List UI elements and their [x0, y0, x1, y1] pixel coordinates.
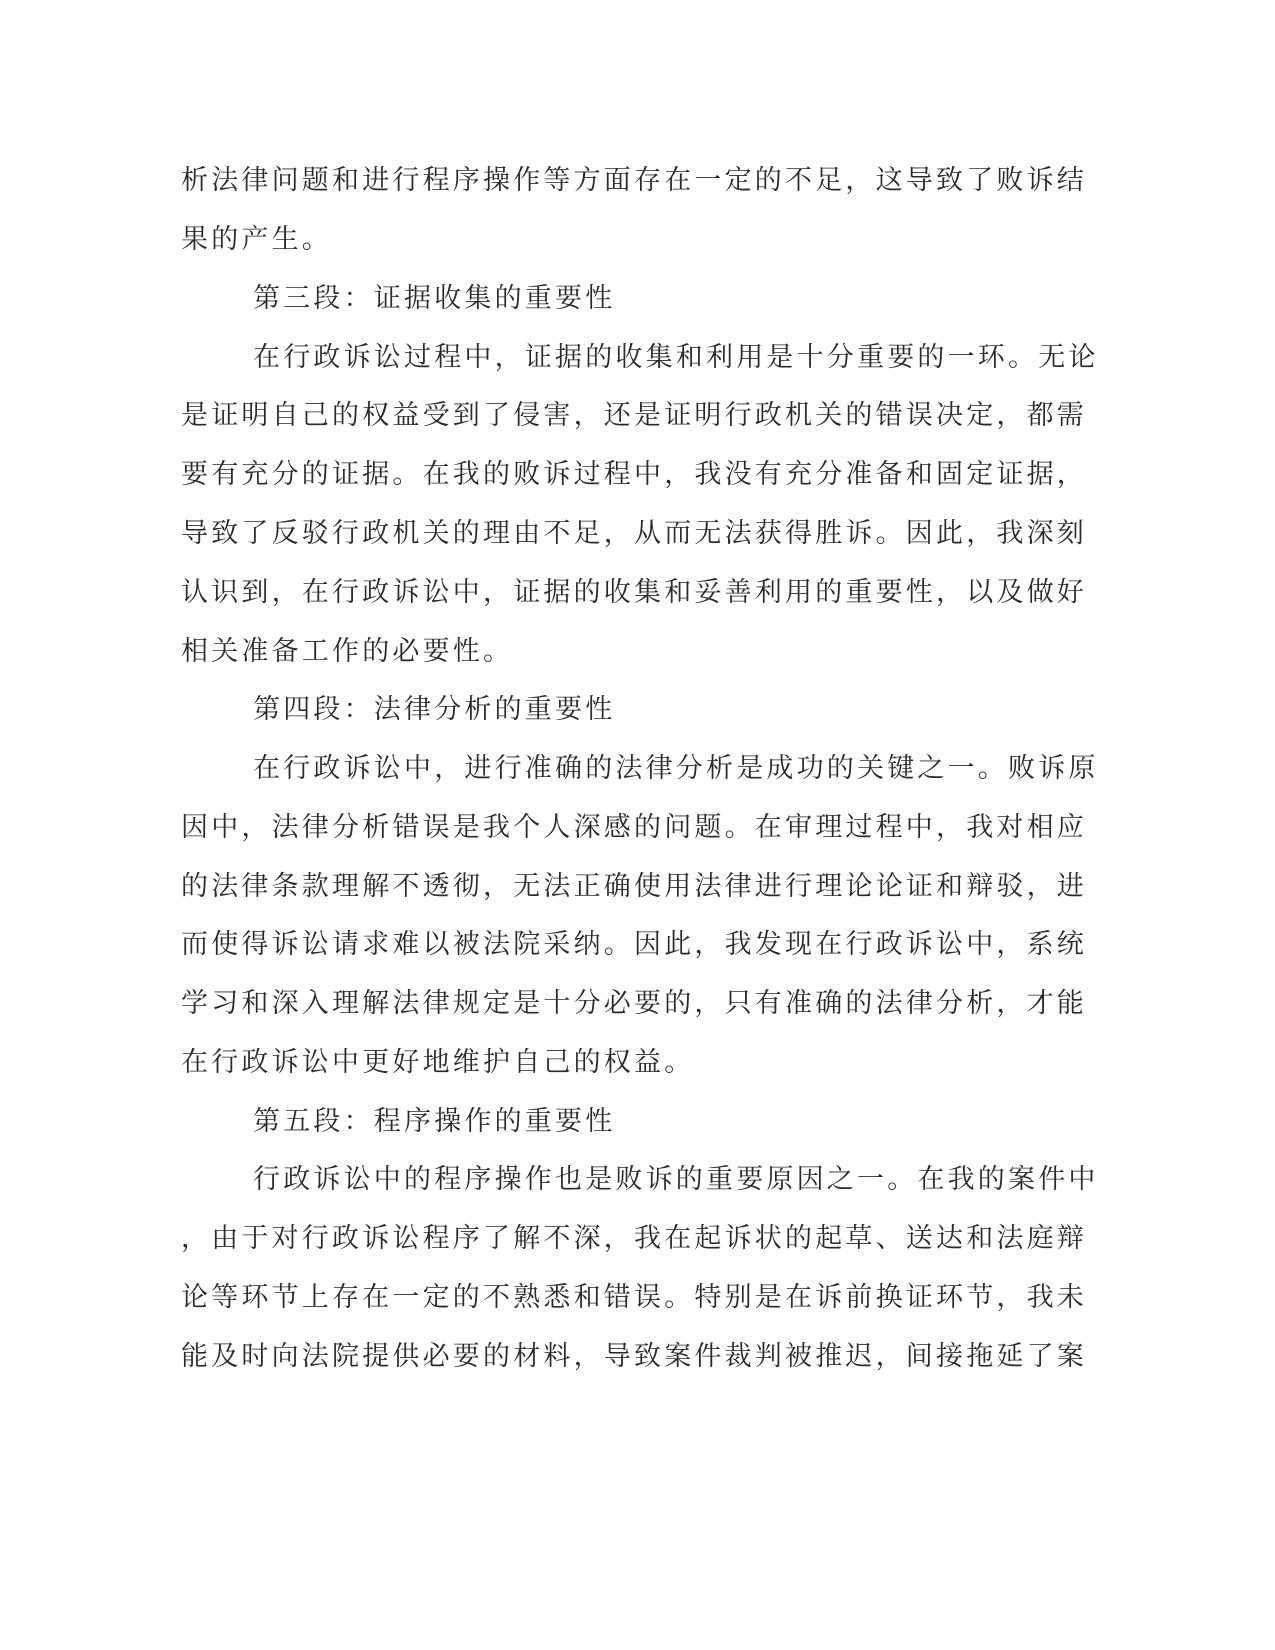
text-line: ，由于对行政诉讼程序了解不深，我在起诉状的起草、送达和法庭辩 [181, 1223, 1087, 1254]
text-line: 在行政诉讼过程中，证据的收集和利用是十分重要的一环。无论 [253, 342, 1099, 373]
text-line: 而使得诉讼请求难以被法院采纳。因此，我发现在行政诉讼中，系统 [181, 929, 1087, 960]
text-line: 行政诉讼中的程序操作也是败诉的重要原因之一。在我的案件中 [253, 1164, 1099, 1195]
text-line: 在行政诉讼中更好地维护自己的权益。 [181, 1047, 695, 1078]
text-line: 要有充分的证据。在我的败诉过程中，我没有充分准备和固定证据， [181, 459, 1087, 490]
section-heading: 第四段：法律分析的重要性 [253, 694, 616, 725]
section-heading: 第三段：证据收集的重要性 [253, 283, 616, 314]
text-line: 在行政诉讼中，进行准确的法律分析是成功的关键之一。败诉原 [253, 753, 1099, 784]
text-line: 论等环节上存在一定的不熟悉和错误。特别是在诉前换证环节，我未 [181, 1282, 1087, 1313]
text-line: 导致了反驳行政机关的理由不足，从而无法获得胜诉。因此，我深刻 [181, 518, 1087, 549]
text-line: 学习和深入理解法律规定是十分必要的，只有准确的法律分析，才能 [181, 988, 1087, 1019]
text-line: 是证明自己的权益受到了侵害，还是证明行政机关的错误决定，都需 [181, 400, 1087, 431]
text-line: 相关准备工作的必要性。 [181, 636, 514, 667]
text-line: 析法律问题和进行程序操作等方面存在一定的不足，这导致了败诉结 [181, 165, 1087, 196]
section-heading: 第五段：程序操作的重要性 [253, 1106, 616, 1137]
text-line: 果的产生。 [181, 224, 332, 255]
text-line: 认识到，在行政诉讼中，证据的收集和妥善利用的重要性，以及做好 [181, 577, 1087, 608]
text-line: 因中，法律分析错误是我个人深感的问题。在审理过程中，我对相应 [181, 812, 1087, 843]
text-line: 能及时向法院提供必要的材料，导致案件裁判被推迟，间接拖延了案 [181, 1341, 1087, 1372]
text-line: 的法律条款理解不透彻，无法正确使用法律进行理论论证和辩驳，进 [181, 871, 1087, 902]
